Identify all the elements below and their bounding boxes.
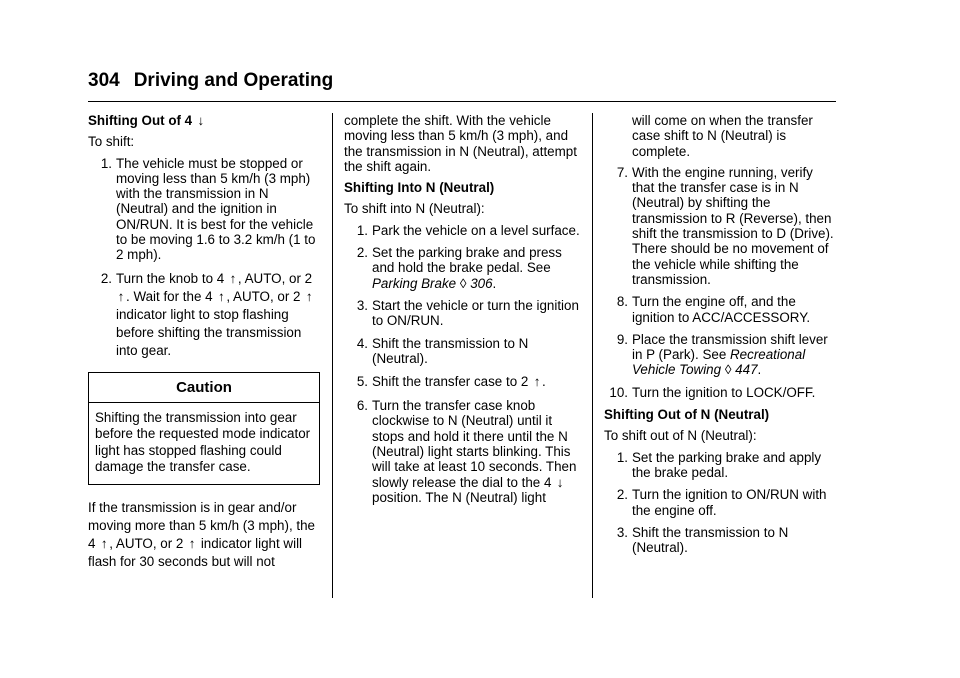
paragraph: complete the shift. With the vehicle moving less than 5 km/h (3 mph), and the transmission in N (Neutral), attempt the shift again. (344, 113, 577, 174)
2-high-arrow-icon: ↑ (188, 535, 196, 551)
list-item: 6. Turn the transfer case knob clockwise to N (Neutral) until it stops and hold it there until the N (Neutral) light starts blinking. This will take at least 10 seconds. Then slowly release the dial to the 4 ↓ position. The N (Neutral) light (356, 398, 577, 505)
page-number: 304 (88, 70, 120, 91)
4-low-arrow-icon: ↓ (556, 474, 564, 490)
heading-shifting-out-of-neutral: Shifting Out of N (Neutral) (604, 407, 770, 423)
caution-title: Caution (89, 373, 319, 403)
list-item: 8. Turn the engine off, and the ignition to ACC/ACCESSORY. (616, 294, 811, 325)
list-item: 3. Shift the transmission to N (Neutral). (616, 524, 789, 556)
4-high-arrow-icon: ↑ (100, 535, 108, 551)
xref-diamond-icon: ◊ (724, 362, 732, 378)
xref-diamond-icon: ◊ (459, 275, 467, 291)
2-high-arrow-icon: ↑ (533, 374, 541, 390)
column-2 (344, 113, 580, 512)
intro-to-shift: To shift: (88, 134, 135, 150)
list-item: 7. With the engine running, verify that the transfer case is in N (Neutral) by shifting the transmission to R (Reverse), then shift the transmission to D (Drive). There should be no movement of the vehicle while shifting the transmission. (616, 164, 834, 287)
xref-parking-brake-link[interactable]: Parking Brake ◊ 306 (372, 275, 493, 291)
caution-box (88, 372, 320, 485)
list-item: 1. Park the vehicle on a level surface. (356, 222, 580, 238)
intro-to-shift-into-neutral: To shift into N (Neutral): (344, 201, 485, 217)
list-item: 2. Set the parking brake and press and hold the brake pedal. See Parking Brake ◊ 306. (356, 245, 562, 291)
intro-to-shift-out-of-neutral: To shift out of N (Neutral): (604, 428, 757, 444)
paragraph: will come on when the transfer case shift to N (Neutral) is complete. (632, 113, 813, 159)
caution-body: Shifting the transmission into gear before the requested mode indicator light has stopped flashing could damage the transfer case. (95, 409, 311, 475)
list-item: 1. The vehicle must be stopped or moving less than 5 km/h (3 mph) with the transmission in N (Neutral) and the ignition in ON/RUN. It is best for the vehicle to be moving 1.6 to 3.2 km/h (1 to 2 mph). (100, 155, 316, 263)
4-low-arrow-icon: ↓ (197, 113, 205, 128)
column-divider (332, 113, 333, 598)
xref-recreational-vehicle-towing-link[interactable]: Recreational Vehicle Towing ◊ 447 (632, 347, 806, 378)
list-item: 9. Place the transmission shift lever in P (Park). See Recreational Vehicle Towing ◊ 447. (616, 331, 828, 378)
column-1 (88, 113, 320, 577)
list-item: 4. Shift the transmission to N (Neutral). (356, 335, 529, 366)
list-item: 3. Start the vehicle or turn the ignition to ON/RUN. (356, 297, 579, 329)
2-high-arrow-icon: ↑ (305, 288, 313, 304)
column-3 (604, 113, 838, 562)
list-item: 5. Shift the transfer case to 2 ↑ . (356, 374, 546, 390)
4-high-arrow-icon: ↑ (217, 288, 225, 304)
column-divider (592, 113, 593, 598)
heading-shifting-into-neutral: Shifting Into N (Neutral) (344, 180, 495, 196)
paragraph: If the transmission is in gear and/or moving more than 5 km/h (3 mph), the 4 ↑ , AUTO, or 2 ↑ indicator light will flash for 30 seconds but will not (88, 499, 315, 569)
2-high-arrow-icon: ↑ (117, 288, 125, 304)
4-high-arrow-icon: ↑ (229, 270, 237, 286)
list-item: 10. Turn the ignition to LOCK/OFF. (609, 384, 816, 400)
page-header (88, 70, 333, 92)
header-rule (88, 101, 836, 102)
section-title: Driving and Operating (133, 70, 334, 91)
list-item: 1. Set the parking brake and apply the brake pedal. (616, 449, 822, 480)
list-item: 2. Turn the knob to 4 ↑ , AUTO, or 2 ↑ . Wait for the 4 ↑ , AUTO, or 2 ↑ indicator light to stop flashing before shifting the transmission into gear. (100, 270, 313, 358)
heading-shifting-out-of-4: Shifting Out of 4 ↓ (88, 113, 205, 128)
list-item: 2. Turn the ignition to ON/RUN with the engine off. (616, 487, 827, 518)
